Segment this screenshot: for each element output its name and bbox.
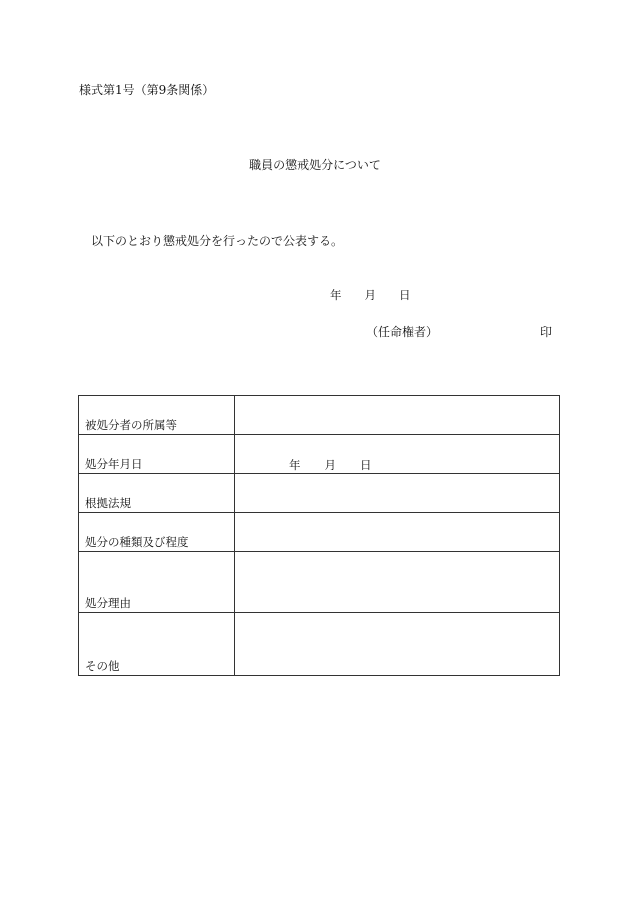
seal-mark: 印 <box>540 325 553 339</box>
table-row <box>79 396 560 435</box>
row-value-type-and-degree <box>235 513 560 552</box>
document-title: 職員の懲戒処分について <box>249 158 381 172</box>
disciplinary-record-table <box>78 395 560 676</box>
row-label-reason: 処分理由 <box>79 552 235 613</box>
issue-date-day: 日 <box>399 288 411 302</box>
row-value-legal-basis <box>235 474 560 513</box>
row-label-other: その他 <box>79 613 235 676</box>
row-value-reason <box>235 552 560 613</box>
table-row <box>79 613 560 676</box>
table-row <box>79 552 560 613</box>
issue-date-month: 月 <box>364 288 376 302</box>
intro-text: 以下のとおり懲戒処分を行ったので公表する。 <box>91 234 344 248</box>
disposition-date-day: 日 <box>360 458 372 472</box>
row-value-affiliation <box>235 396 560 435</box>
issue-date <box>330 287 411 303</box>
row-value-other <box>235 613 560 676</box>
disposition-date-month: 月 <box>324 458 336 472</box>
appointing-authority-label: （任命権者） <box>366 325 439 339</box>
row-label-disposition-date: 処分年月日 <box>79 435 235 474</box>
row-value-disposition-date <box>235 435 560 474</box>
row-label-affiliation: 被処分者の所属等 <box>79 396 235 435</box>
issue-date-year: 年 <box>330 288 342 302</box>
disposition-date-year: 年 <box>289 458 301 472</box>
table-row <box>79 513 560 552</box>
row-label-type-and-degree: 処分の種類及び程度 <box>79 513 235 552</box>
row-label-legal-basis: 根拠法規 <box>79 474 235 513</box>
table-row <box>79 474 560 513</box>
form-number: 様式第1号（第9条関係） <box>79 83 215 97</box>
table-row <box>79 435 560 474</box>
